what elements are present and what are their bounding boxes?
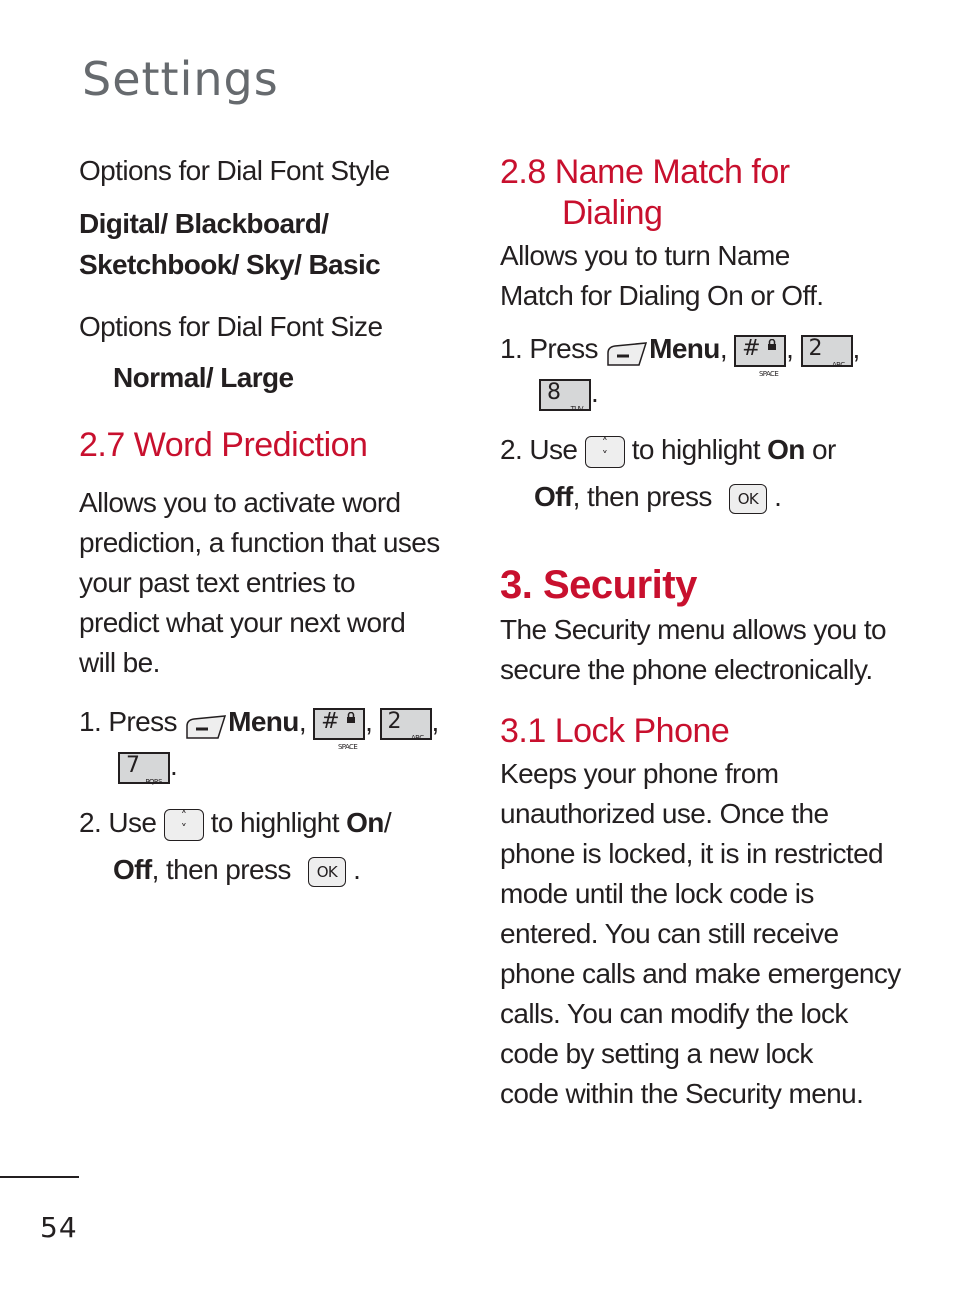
step-2-prefix: 2. Use [500, 434, 578, 465]
body-line: Allows you to activate word [79, 487, 401, 518]
step-1-line: 1. Press Menu, # SPACE , 2 ABC , [79, 706, 439, 751]
on-label: On [767, 434, 805, 465]
body-line: entered. You can still receive [500, 918, 839, 949]
page-title: Settings [82, 52, 279, 106]
off-label: Off [534, 481, 573, 512]
menu-label: Menu [228, 706, 299, 737]
section-3-1-body [500, 754, 901, 1114]
ok-key-icon: OK [308, 857, 346, 887]
section-2-8-heading-line-2: Dialing [562, 194, 663, 232]
body-line: Keeps your phone from [500, 758, 779, 789]
body-line: prediction, a function that uses [79, 527, 440, 558]
hash-space-key-icon: # SPACE [313, 708, 365, 740]
font-style-caption: Options for Dial Font Style [79, 155, 390, 186]
font-size-values: Normal/ Large [113, 362, 294, 393]
then-press-text: , then press [151, 854, 291, 885]
step-1-line-2: 7 PQRS . [118, 746, 177, 786]
body-line: calls. You can modify the lock [500, 998, 848, 1029]
seven-pqrs-key-icon: 7 PQRS [118, 752, 170, 784]
step-1-prefix: 1. Press [79, 706, 177, 737]
footer-rule [0, 1176, 79, 1178]
section-2-8-heading: 2.8 Name Match for [500, 153, 790, 191]
step-2-line-2: Off, then press OK . [113, 854, 361, 885]
step-2-line [500, 430, 836, 470]
eight-tuv-key-icon: 8 TUV [539, 379, 591, 411]
step-2-prefix: 2. Use [79, 807, 157, 838]
body-line: phone calls and make emergency [500, 958, 901, 989]
step-2-line-2: Off, then press OK . [534, 481, 782, 512]
body-line: secure the phone electronically. [500, 654, 873, 685]
font-style-values-line1: Digital/ Blackboard/ [79, 208, 329, 239]
body-line: Allows you to turn Name [500, 240, 790, 271]
step-2-mid: to highlight [210, 807, 339, 838]
step-1-line-2: 8 TUV . [539, 373, 598, 413]
body-line: code by setting a new lock [500, 1038, 813, 1069]
section-3-body [500, 610, 886, 690]
body-line: mode until the lock code is [500, 878, 814, 909]
page-number: 54 [40, 1211, 78, 1244]
section-2-7-heading: 2.7 Word Prediction [79, 426, 368, 464]
step-2-line: 2. Use ˄ ˅ to highlight On/ [79, 803, 391, 843]
body-line: predict what your next word [79, 607, 406, 638]
body-line: unauthorized use. Once the [500, 798, 829, 829]
left-softkey-icon [605, 338, 649, 364]
body-line: Match for Dialing On or Off. [500, 280, 824, 311]
body-line: phone is locked, it is in restricted [500, 838, 884, 869]
two-abc-key-icon: 2 ABC [801, 335, 853, 367]
nav-key-icon: ˄ ˅ [164, 809, 204, 841]
step-2-mid: to highlight [631, 434, 760, 465]
step-1-prefix: 1. Press [500, 333, 598, 364]
body-line: your past text entries to [79, 567, 356, 598]
off-label: Off [113, 854, 152, 885]
left-softkey-icon [184, 711, 228, 737]
step-1-line: 1. Press Menu, # SPACE , 2 ABC , [500, 333, 860, 378]
section-2-8-body [500, 236, 823, 316]
hash-space-key-icon: # SPACE [734, 335, 786, 367]
font-style-values-line2: Sketchbook/ Sky/ Basic [79, 249, 381, 280]
body-line: The Security menu allows you to [500, 614, 887, 645]
then-press-text: , then press [572, 481, 712, 512]
section-2-7-body [79, 483, 440, 683]
body-line: code within the Security menu. [500, 1078, 864, 1109]
body-line: will be. [79, 647, 160, 678]
section-3-1-heading: 3.1 Lock Phone [500, 712, 730, 750]
font-size-caption: Options for Dial Font Size [79, 311, 383, 342]
section-3-heading: 3. Security [500, 563, 697, 607]
two-abc-key-icon: 2 ABC [380, 708, 432, 740]
menu-label: Menu [649, 333, 720, 364]
or-label: or [812, 434, 836, 465]
ok-key-icon: OK [729, 484, 767, 514]
nav-key-icon: ˄ ˅ [585, 436, 625, 468]
on-label: On [346, 807, 384, 838]
